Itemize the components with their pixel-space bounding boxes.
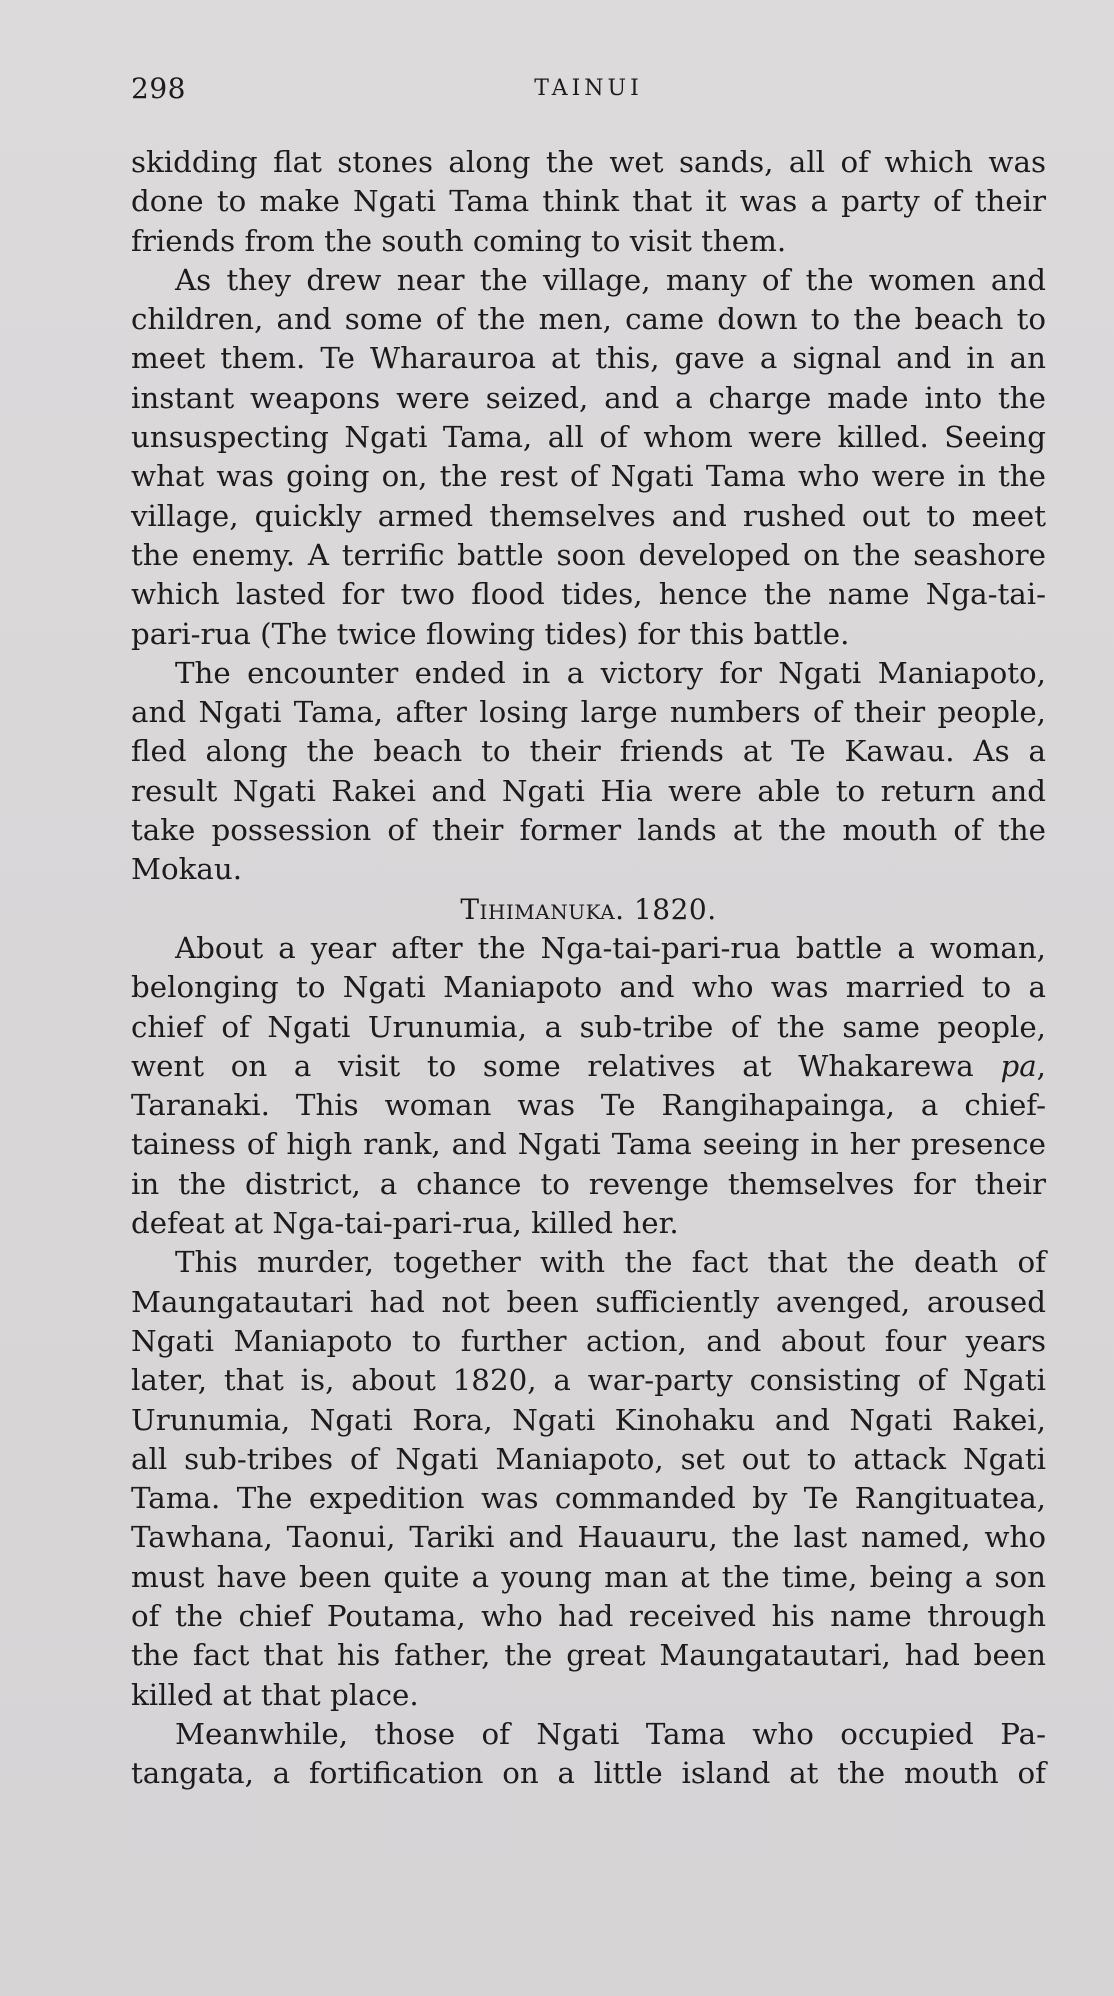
section-heading-name: Tihimanuka. xyxy=(460,892,625,926)
paragraph-3 xyxy=(131,654,1046,890)
text-line: defeat at Nga-tai-pari-rua, killed her. xyxy=(131,1206,679,1241)
text-line: which lasted for two flood tides, hence the name Nga-tai- xyxy=(131,577,1046,612)
paragraph-6 xyxy=(131,1715,1046,1794)
body-text xyxy=(131,143,1046,1793)
text-line: done to make Ngati Tama think that it was a party of their xyxy=(131,184,1046,219)
text-line: all sub-tribes of Ngati Maniapoto, set out to attack Ngati xyxy=(131,1441,1046,1476)
text-line: of the chief Poutama, who had received his name through xyxy=(131,1598,1046,1633)
text-line: chief of Ngati Urunumia, a sub-tribe of the same people, xyxy=(131,1009,1046,1044)
text-line: later, that is, about 1820, a war-party consisting of Ngati xyxy=(131,1363,1046,1398)
text-line: Tawhana, Taonui, Tariki and Hauauru, the last named, who xyxy=(131,1520,1046,1555)
text-line: killed at that place. xyxy=(131,1677,419,1712)
text-line: As they drew near the village, many of the women and xyxy=(175,262,1046,297)
text-line: and Ngati Tama, after losing large numbers of their people, xyxy=(131,695,1046,730)
paragraph-4 xyxy=(131,929,1046,1243)
text-line: the fact that his father, the great Maungatautari, had been xyxy=(131,1638,1046,1673)
text-line: in the district, a chance to revenge themselves for their xyxy=(131,1166,1046,1201)
text-line: The encounter ended in a victory for Ngati Maniapoto, xyxy=(175,655,1046,690)
paragraph-5 xyxy=(131,1243,1046,1715)
text-line: skidding flat stones along the wet sands, all of which was xyxy=(131,145,1046,179)
text-line: must have been quite a young man at the time, being a son xyxy=(131,1559,1046,1594)
page-header xyxy=(131,72,1046,112)
text-line: went on a visit to some relatives at Whakarewa pa, xyxy=(131,1048,1046,1083)
text-line: This murder, together with the fact that the death of xyxy=(175,1245,1046,1280)
paragraph-1 xyxy=(131,143,1046,261)
text-line: friends from the south coming to visit them. xyxy=(131,223,787,258)
text-line: Urunumia, Ngati Rora, Ngati Kinohaku and Ngati Rakei, xyxy=(131,1402,1046,1437)
text-line: Maungatautari had not been sufficiently avenged, aroused xyxy=(131,1284,1046,1319)
text-line: the enemy. A terrific battle soon developed on the seashore xyxy=(131,537,1046,572)
text-line: Tama. The expedition was commanded by Te Rangituatea, xyxy=(131,1481,1046,1516)
text-line: meet them. Te Wharauroa at this, gave a signal and in an xyxy=(131,341,1046,376)
section-heading xyxy=(131,890,1046,929)
text-line: take possession of their former lands at the mouth of the xyxy=(131,813,1046,848)
text-line: belonging to Ngati Maniapoto and who was married to a xyxy=(131,970,1046,1005)
text-line: Meanwhile, those of Ngati Tama who occupied Pa- xyxy=(175,1716,1046,1751)
paragraph-2 xyxy=(131,261,1046,654)
text-line: Mokau. xyxy=(131,852,243,887)
running-head: TAINUI xyxy=(534,76,643,101)
text-line: fled along the beach to their friends at Te Kawau. As a xyxy=(131,734,1046,769)
text-line: instant weapons were seized, and a charge made into the xyxy=(131,380,1046,415)
text-line: result Ngati Rakei and Ngati Hia were able to return and xyxy=(131,773,1046,808)
text-line: tangata, a fortification on a little island at the mouth of xyxy=(131,1756,1046,1791)
text-line: children, and some of the men, came down to the beach to xyxy=(131,302,1046,337)
text-line: what was going on, the rest of Ngati Tama who were in the xyxy=(131,459,1046,494)
text-line: About a year after the Nga-tai-pari-rua battle a woman, xyxy=(175,930,1046,965)
section-heading-year: 1820. xyxy=(633,892,717,926)
text-line: Ngati Maniapoto to further action, and about four years xyxy=(131,1323,1046,1358)
text-line: village, quickly armed themselves and rushed out to meet xyxy=(131,498,1046,533)
page-number: 298 xyxy=(131,72,186,105)
text-line: pari-rua (The twice flowing tides) for this battle. xyxy=(131,616,850,651)
text-line: Taranaki. This woman was Te Rangihapainga, a chief- xyxy=(131,1088,1046,1123)
text-line: tainess of high rank, and Ngati Tama seeing in her presence xyxy=(131,1127,1046,1162)
text-line: unsuspecting Ngati Tama, all of whom were killed. Seeing xyxy=(131,420,1046,455)
